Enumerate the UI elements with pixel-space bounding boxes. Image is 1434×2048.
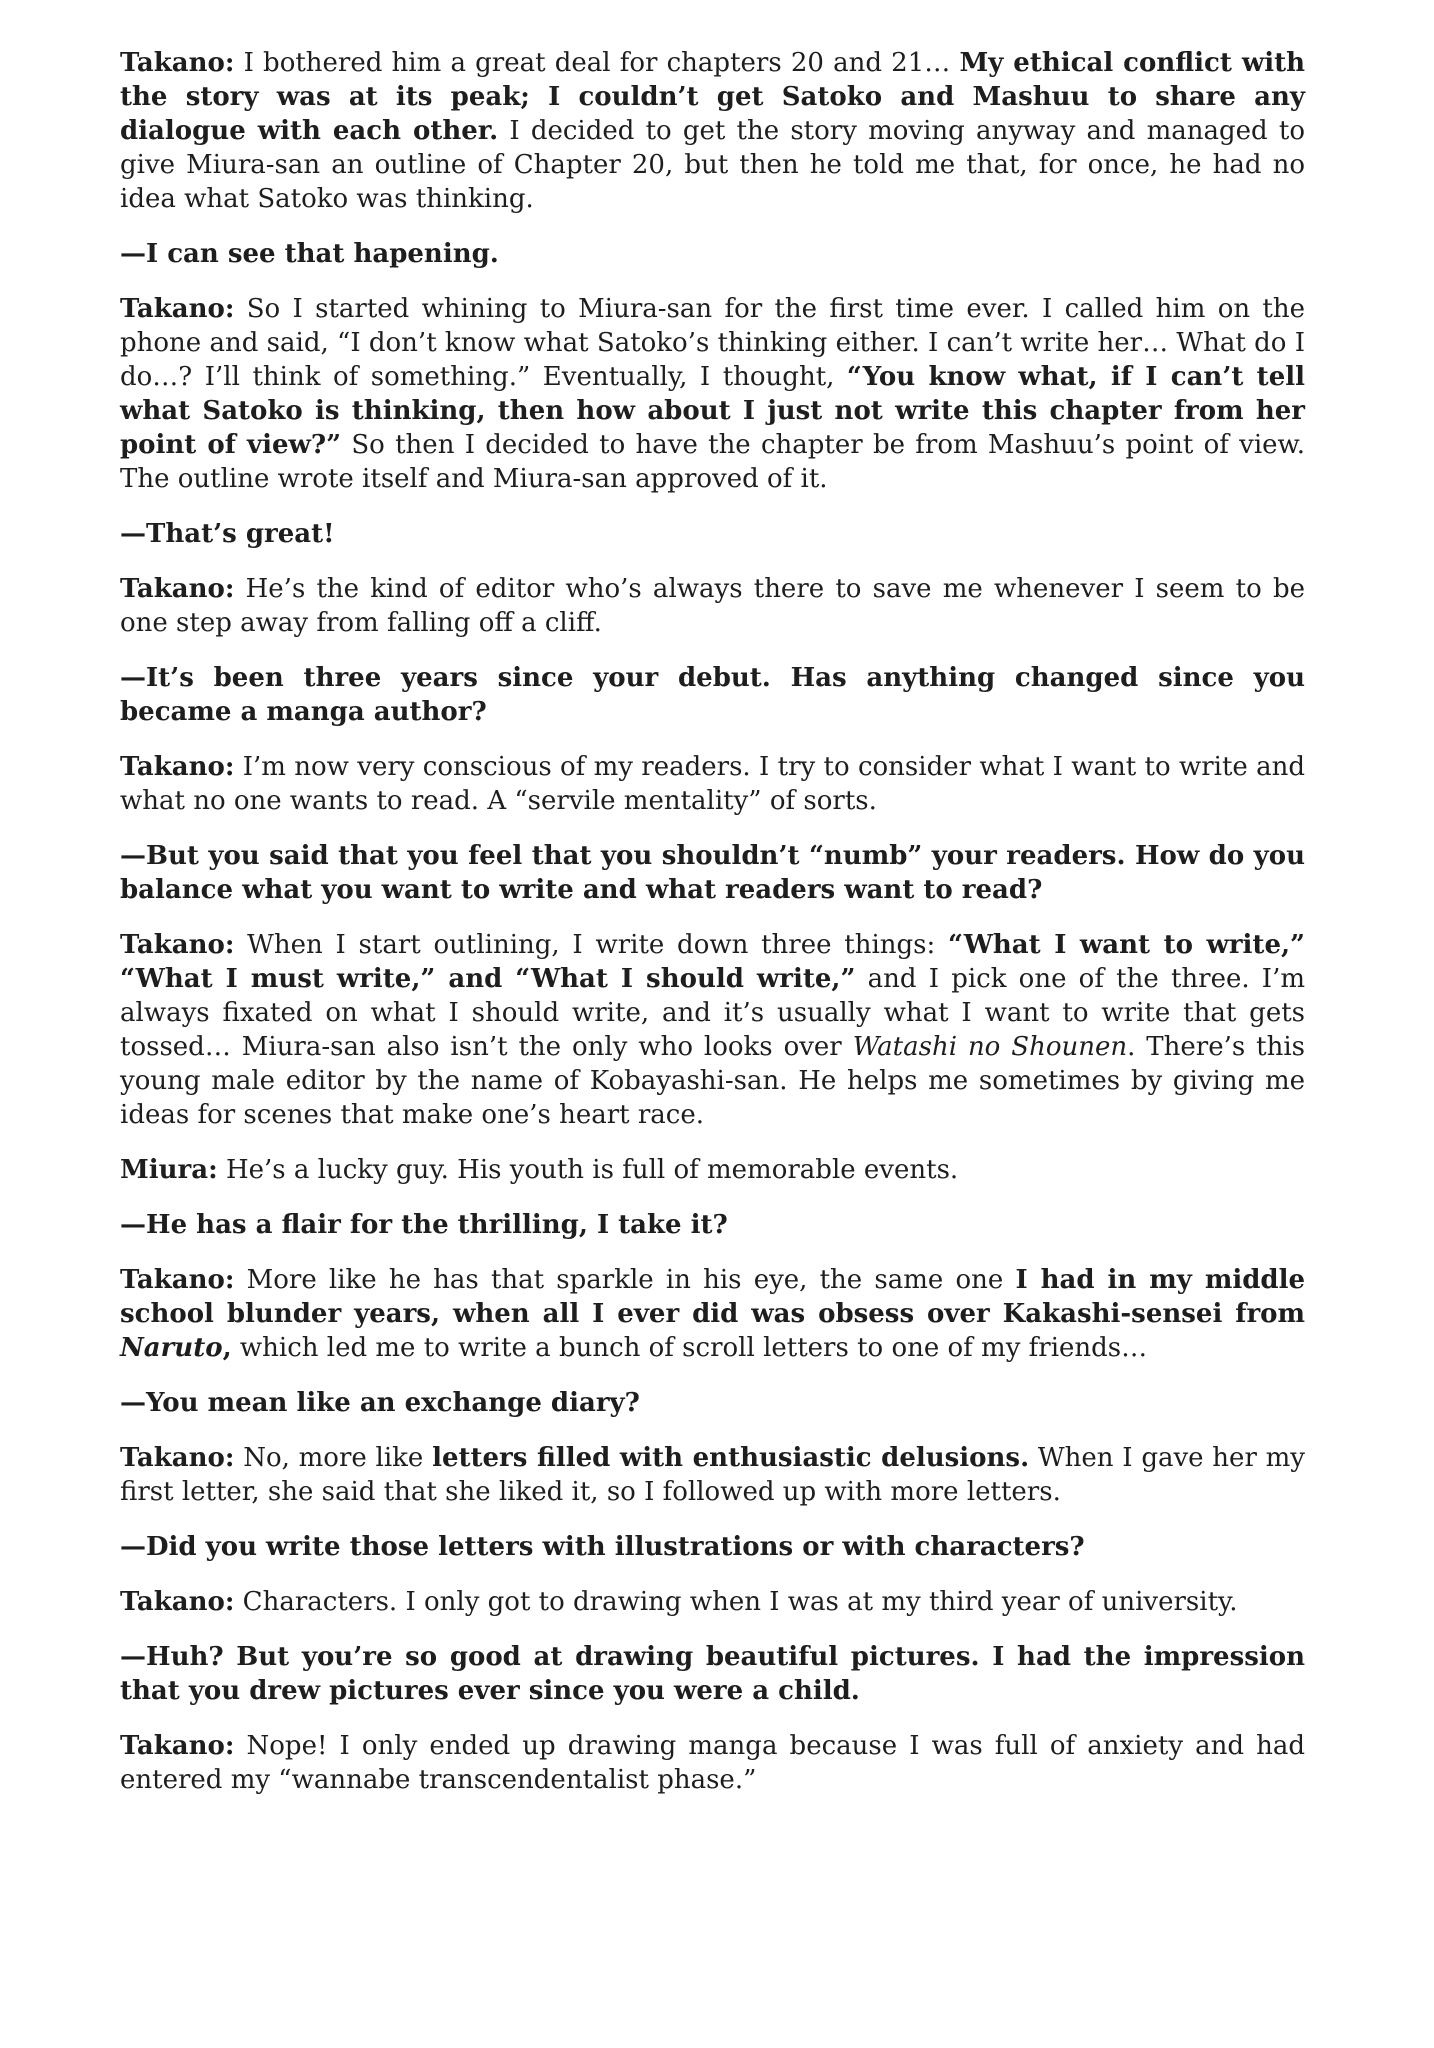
speaker-label: Takano:: [120, 574, 235, 604]
interview-question: [120, 517, 1305, 551]
bold-text: —That’s great!: [120, 519, 335, 549]
body-text: and I pick one of the three. I’m always fixated on what I should write, and it’s usually what I want to write that gets tossed… Miura-san also isn’t the only who looks over: [120, 964, 1305, 1062]
body-text: He’s a lucky guy. His youth is full of memorable events.: [217, 1155, 959, 1185]
bold-text: —He has a flair for the thrilling, I take it?: [120, 1210, 728, 1240]
body-text: Characters. I only got to drawing when I was at my third year of university.: [234, 1587, 1238, 1617]
bold-text: —Huh? But you’re so good at drawing beautiful pictures. I had the impression that you drew pictures ever since you were a child.: [120, 1642, 1305, 1706]
interview-answer: [120, 928, 1305, 1132]
interview-answer: [120, 292, 1305, 496]
bold-text: [120, 1333, 223, 1363]
interview-question: [120, 839, 1305, 907]
body-text: No, more like: [234, 1443, 433, 1473]
bold-text: I had in my middle school blunder years, when all I ever did was obsess over Kakashi-sensei from: [120, 1265, 1305, 1329]
speaker-label: Takano:: [120, 1731, 235, 1761]
speaker-label: Miura:: [120, 1155, 218, 1185]
bold-text: ,: [222, 1333, 232, 1363]
body-text: I decided to get the story moving anyway and managed to give Miura-san an outline of Chapter 20, but then he told me that, for once, he had no idea what Satoko was thinking.: [120, 116, 1306, 214]
body-text: which led me to write a bunch of scroll letters to one of my friends…: [231, 1333, 1148, 1363]
bold-text: “What I want to write,” “What I must write,” and “What I should write,”: [120, 930, 1305, 994]
body-text: I’m now very conscious of my readers. I try to consider what I want to write and what no one wants to read. A “servile mentality” of sorts.: [120, 752, 1305, 816]
bold-text: —Did you write those letters with illustrations or with characters?: [120, 1532, 1085, 1562]
body-text: I bothered him a great deal for chapters 20 and 21…: [234, 48, 960, 78]
interview-answer: [120, 572, 1305, 640]
speaker-label: Takano:: [120, 1443, 235, 1473]
bold-text: —I can see that hapening.: [120, 239, 499, 269]
bold-text: “You know what, if I can’t tell what Satoko is thinking, then how about I just not write this chapter from her point of view?”: [120, 362, 1305, 460]
interview-answer: [120, 750, 1305, 818]
interview-answer: [120, 46, 1305, 216]
body-text: When I start outlining, I write down three things:: [234, 930, 949, 960]
interview-answer: [120, 1263, 1305, 1365]
speaker-label: Takano:: [120, 752, 235, 782]
speaker-label: Takano:: [120, 48, 235, 78]
interview-answer: [120, 1585, 1305, 1619]
body-text: When I gave her my first letter, she said that she liked it, so I followed up with more letters.: [120, 1443, 1305, 1507]
interview-question: [120, 661, 1305, 729]
bold-text: —But you said that you feel that you shouldn’t “numb” your readers. How do you balance what you want to write and what readers want to read?: [120, 841, 1305, 905]
speaker-label: Takano:: [120, 1265, 235, 1295]
body-text: More like he has that sparkle in his eye, the same one: [234, 1265, 1016, 1295]
bold-text: —You mean like an exchange diary?: [120, 1388, 640, 1418]
body-text: So I started whining to Miura-san for the first time ever. I called him on the phone and said, “I don’t know what Satoko’s thinking either. I can’t write her… What do I do…? I’ll think of something.” Eventually, I thought,: [120, 294, 1305, 392]
interview-question: [120, 1640, 1305, 1708]
speaker-label: Takano:: [120, 294, 235, 324]
interview-question: [120, 237, 1305, 271]
bold-text: My ethical conflict with the story was at its peak; I couldn’t get Satoko and Mashuu to share any dialogue with each other.: [120, 48, 1305, 146]
interview-answer: [120, 1729, 1305, 1797]
interview-answer: [120, 1153, 1305, 1187]
interview-question: [120, 1208, 1305, 1242]
speaker-label: Takano:: [120, 930, 235, 960]
interview-question: [120, 1386, 1305, 1420]
interview-page: [120, 46, 1305, 1818]
interview-answer: [120, 1441, 1305, 1509]
body-text: So then I decided to have the chapter be from Mashuu’s point of view. The outline wrote itself and Miura-san approved of it.: [120, 430, 1305, 494]
body-text: Nope! I only ended up drawing manga because I was full of anxiety and had entered my “wannabe transcendentalist phase.”: [120, 1731, 1305, 1795]
italic-bold-text: Naruto: [120, 1333, 223, 1363]
interview-question: [120, 1530, 1305, 1564]
body-text: He’s the kind of editor who’s always there to save me whenever I seem to be one step away from falling off a cliff.: [120, 574, 1305, 638]
bold-text: —It’s been three years since your debut. Has anything changed since you became a manga author?: [120, 663, 1305, 727]
bold-text: letters filled with enthusiastic delusions.: [432, 1443, 1030, 1473]
italic-title: Watashi no Shounen: [852, 1032, 1128, 1062]
speaker-label: Takano:: [120, 1587, 235, 1617]
body-text: . There’s this young male editor by the name of Kobayashi-san. He helps me sometimes by giving me ideas for scenes that make one’s heart race.: [120, 1032, 1305, 1130]
